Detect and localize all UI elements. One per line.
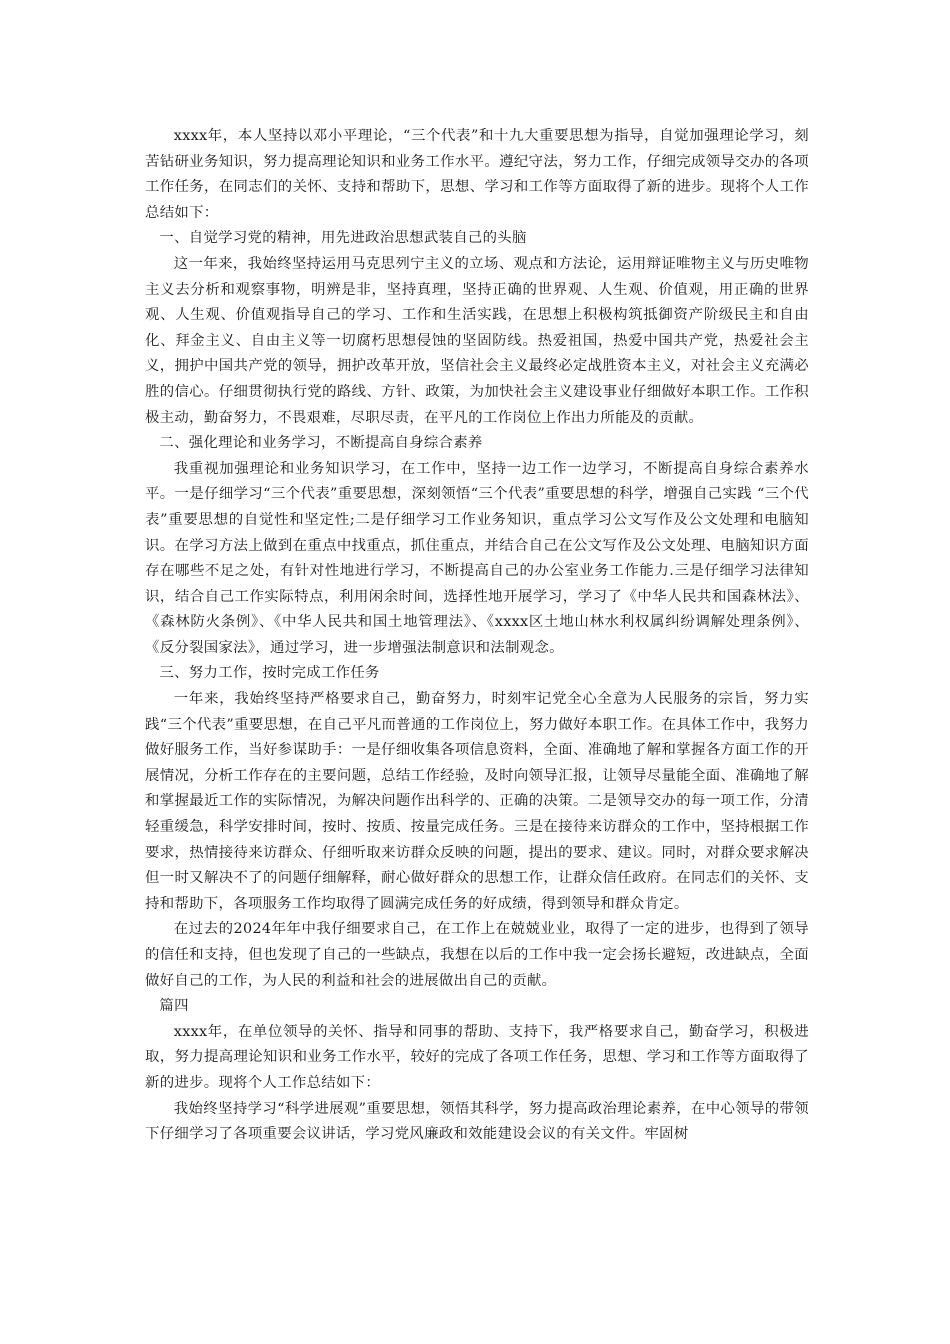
part-four-intro-paragraph: xxxx年，在单位领导的关怀、指导和同事的帮助、支持下，我严格要求自己，勤奋学习，积极进取，努力提高理论知识和业务工作水平，较好的完成了各项工作任务，思想、学习和工作等方面取得了新的进步。现将个人工作总结如下：: [145, 1023, 809, 1091]
section-3-paragraph: 一年来，我始终坚持严格要求自己，勤奋努力，时刻牢记党全心全意为人民服务的宗旨，努力实践“三个代表”重要思想，在自己平凡而普通的工作岗位上，努力做好本职工作。在具体工作中，我努力做好服务工作，当好参谋助手：一是仔细收集各项信息资料，全面、准确地了解和掌握各方面工作的开展情况，分析工作存在的主要问题，总结工作经验，及时向领导汇报，让领导尽量能全面、准确地了解和掌握最近工作的实际情况，为解决问题作出科学的、正确的决策。二是领导交办的每一项工作，分清轻重缓急，科学安排时间，按时、按质、按量完成任务。三是在接待来访群众的工作中，坚持根据工作要求，热情接待来访群众、仔细听取来访群众反映的问题，提出的要求、建议。同时，对群众要求解决但一时又解决不了的问题仔细解释，耐心做好群众的思想工作，让群众信任政府。在同志们的关怀、支持和帮助下，各项服务工作均取得了圆满完成任务的好成绩，得到领导和群众肯定。: [145, 691, 809, 912]
conclusion-paragraph: 在过去的2024年年中我仔细要求自己，在工作上在兢兢业业，取得了一定的进步，也得到了领导的信任和支持，但也发现了自己的一些缺点，我想在以后的工作中我一定会扬长避短，改进缺点，全面做好自己的工作，为人民的利益和社会的进展做出自己的贡献。: [145, 921, 809, 989]
section-2-paragraph: 我重视加强理论和业务知识学习，在工作中，坚持一边工作一边学习，不断提高自身综合素养水平。一是仔细学习“三个代表”重要思想，深刻领悟“三个代表”重要思想的科学，增强自己实践 “三个代表”重要思想的自觉性和坚定性;二是仔细学习工作业务知识，重点学习公文写作及公文处理和电脑知识。在学习方法上做到在重点中找重点，抓住重点，并结合自己在公文写作及公文处理、电脑知识方面存在哪些不足之处，有针对性地进行学习，不断提高自己的办公室业务工作能力.三是仔细学习法律知识，结合自己工作实际特点，利用闲余时间，选择性地开展学习，学习了《中华人民共和国森林法》、《森林防火条例》、《中华人民共和国土地管理法》、《xxxx区土地山林水利权属纠纷调解处理条例》、《反分裂国家法》，通过学习，进一步增强法制意识和法制观念。: [145, 460, 809, 656]
part-four-body-paragraph: 我始终坚持学习“科学进展观”重要思想，领悟其科学，努力提高政治理论素养，在中心领导的带领下仔细学习了各项重要会议讲话，学习党风廉政和效能建设会议的有关文件。牢固树: [145, 1100, 809, 1143]
document-page: [145, 124, 809, 1148]
section-1-paragraph: 这一年来，我始终坚持运用马克思列宁主义的立场、观点和方法论，运用辩证唯物主义与历史唯物主义去分析和观察事物，明辨是非，坚持真理，坚持正确的世界观、人生观、价值观，用正确的世界观、人生观、价值观指导自己的学习、工作和生活实践，在思想上积极构筑抵御资产阶级民主和自由化、拜金主义、自由主义等一切腐朽思想侵蚀的坚固防线。热爱祖国，热爱中国共产党，热爱社会主义，拥护中国共产党的领导，拥护改革开放，坚信社会主义最终必定战胜资本主义，对社会主义充满必胜的信心。仔细贯彻执行党的路线、方针、政策，为加快社会主义建设事业仔细做好本职工作。工作积极主动，勤奋努力，不畏艰难，尽职尽责，在平凡的工作岗位上作出力所能及的贡献。: [145, 255, 809, 426]
section-heading-3: 三、努力工作，按时完成工作任务: [159, 665, 380, 682]
part-four-heading: 篇四: [159, 998, 189, 1015]
section-heading-2: 二、强化理论和业务学习，不断提高自身综合素养: [159, 435, 483, 452]
section-heading-1: 一、自觉学习党的精神，用先进政治思想武装自己的头脑: [159, 230, 527, 247]
intro-paragraph: xxxx年，本人坚持以邓小平理论，“三个代表”和十九大重要思想为指导，自觉加强理论学习，刻苦钻研业务知识，努力提高理论知识和业务工作水平。遵纪守法，努力工作，仔细完成领导交办的各项工作任务，在同志们的关怀、支持和帮助下，思想、学习和工作等方面取得了新的进步。现将个人工作总结如下：: [145, 128, 809, 221]
